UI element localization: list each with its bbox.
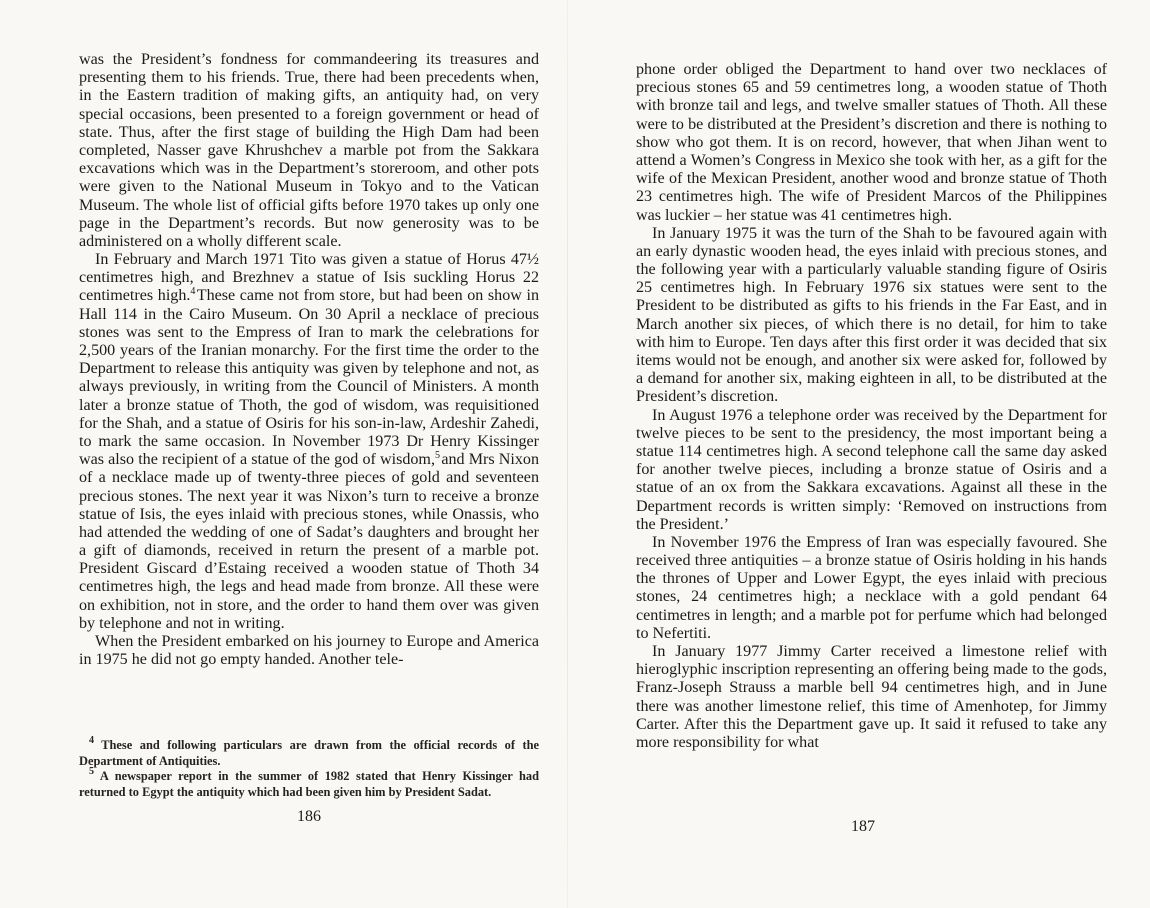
paragraph — [79, 251, 539, 633]
page-number: 186 — [297, 808, 321, 825]
footnote — [79, 735, 539, 769]
page-number: 187 — [851, 818, 875, 835]
paragraph: In August 1976 a telephone order was received by the Department for twelve pieces to be sent to the presidency, the most important being a statue 114 centimetres high. A second telephone call the same day asked for another twelve pieces, including a bronze statue of Osiris and a statue of an ox from the Sakkara excavations. Against all these in the Department records is written simply: ‘Removed on instructions from the President.’ — [636, 406, 1107, 533]
paragraph: was the President’s fondness for commandeering its treasures and presenting them to his friends. True, there had been precedents when, in the Eastern tradition of making gifts, an antiquity had, on very special occasions, been presented to a foreign government or head of state. Thus, after the first stage of building the High Dam had been completed, Nasser gave Khrushchev a marble pot from the Sakkara excavations which was in the Department’s storeroom, and other pots were given to the National Museum in Tokyo and to the Vatican Museum. The whole list of official gifts before 1970 takes up only one page in the Department’s records. But now generosity was to be administered on a wholly different scale. — [79, 51, 539, 250]
paragraph: In January 1977 Jimmy Carter received a limestone relief with hieroglyphic inscription representing an offering being made to the gods, Franz-Joseph Strauss a marble bell 94 centimetres high, and in June there was another limestone relief, this time of Amenhotep, for Jimmy Carter. After this the Department gave up. It said it refused to take any more responsibility for what — [636, 643, 1107, 751]
paragraph: When the President embarked on his journey to Europe and America in 1975 he did not go empty handed. Another tele- — [79, 633, 539, 669]
right-page — [575, 0, 1135, 908]
footnote-mark: 4 — [89, 735, 94, 746]
right-page-text — [636, 61, 1107, 752]
paragraph: In November 1976 the Empress of Iran was especially favoured. She received three antiquities – a bronze statue of Osiris holding in his hands the thrones of Upper and Lower Egypt, the eyes inlaid with precious stones, 24 centimetres high; a necklace with a gold pendant 64 centimetres in length; and a marble pot for perfume which had belonged to Nefertiti. — [636, 533, 1107, 642]
footnote — [79, 766, 539, 800]
paragraph: phone order obliged the Department to hand over two necklaces of precious stones 65 and 59 centimetres long, a wooden statue of Thoth with bronze tail and legs, and twelve smaller statues of Thoth. All these were to be distributed at the President’s discretion and there is nothing to show who got them. It is on record, however, that when Jihan went to attend a Women’s Congress in Mexico she took with her, as a gift for the wife of the Mexican President, another wood and bronze statue of Thoth 23 centimetres high. The wife of President Marcos of the Philippines was luckier – her statue was 41 centimetres high. — [636, 61, 1107, 224]
text-run: In February and March 1971 Tito was given a statue of Horus 47½ centimetres high, and Brezhnev a statue of Isis suckling Horus 22 centimetres high. — [79, 251, 539, 305]
footnote-text: A newspaper report in the summer of 1982 stated that Henry Kissinger had returned to Egypt the antiquity which had been given him by President Sadat. — [79, 769, 539, 799]
text-run: and Mrs Nixon of a necklace made up of twenty-three pieces of gold and seventeen precious stones. The next year it was Nixon’s turn to receive a bronze statue of Isis, the eyes inlaid with precious stones, while Onassis, who had attended the wedding of one of Sadat’s daughters and brought her a gift of diamonds, received in return the present of a marble pot. President Giscard d’Estaing received a wooden statue of Thoth 34 centimetres high, the legs and head made from bronze. All these were on exhibition, not in store, and the order to hand them over was given by telephone and not in writing. — [79, 451, 539, 632]
book-gutter — [567, 0, 568, 908]
footnote-ref: 5 — [434, 450, 440, 462]
left-page-text — [79, 51, 539, 669]
text-run: These came not from store, but had been on show in Hall 114 in the Cairo Museum. On 30 April a necklace of precious stones was sent to the Empress of Iran to mark the celebrations for 2,500 years of the Iranian monarchy. For the first time the order to the Department to release this antiquity was given by telephone and not, as always previously, in writing from the Council of Ministers. A month later a bronze statue of Thoth, the god of wisdom, was requisitioned for the Shah, and a statue of Osiris for his son-in-law, Ardeshir Zahedi, to mark the same occasion. In November 1973 Dr Henry Kissinger was also the recipient of a statue of the god of wisdom, — [79, 287, 539, 469]
paragraph: In January 1975 it was the turn of the Shah to be favoured again with an early dynastic wooden head, the eyes inlaid with precious stones, and the following year with a particularly valuable standing figure of Osiris 25 centimetres high. In February 1976 six statues were sent to the President to be distributed as gifts to his friends in the Far East, and in March another six pieces, of which there is no detail, for him to take with him to Europe. Ten days after this first order it was decided that six items would not be enough, and another six were asked for, followed by a demand for another six, making eighteen in all, to be distributed at the President’s discretion. — [636, 224, 1107, 406]
left-page — [0, 0, 560, 908]
footnote-ref: 4 — [190, 286, 196, 298]
footnote-text: These and following particulars are drawn from the official records of the Department of Antiquities. — [79, 738, 539, 768]
footnotes — [79, 735, 539, 800]
footnote-mark: 5 — [89, 766, 94, 778]
